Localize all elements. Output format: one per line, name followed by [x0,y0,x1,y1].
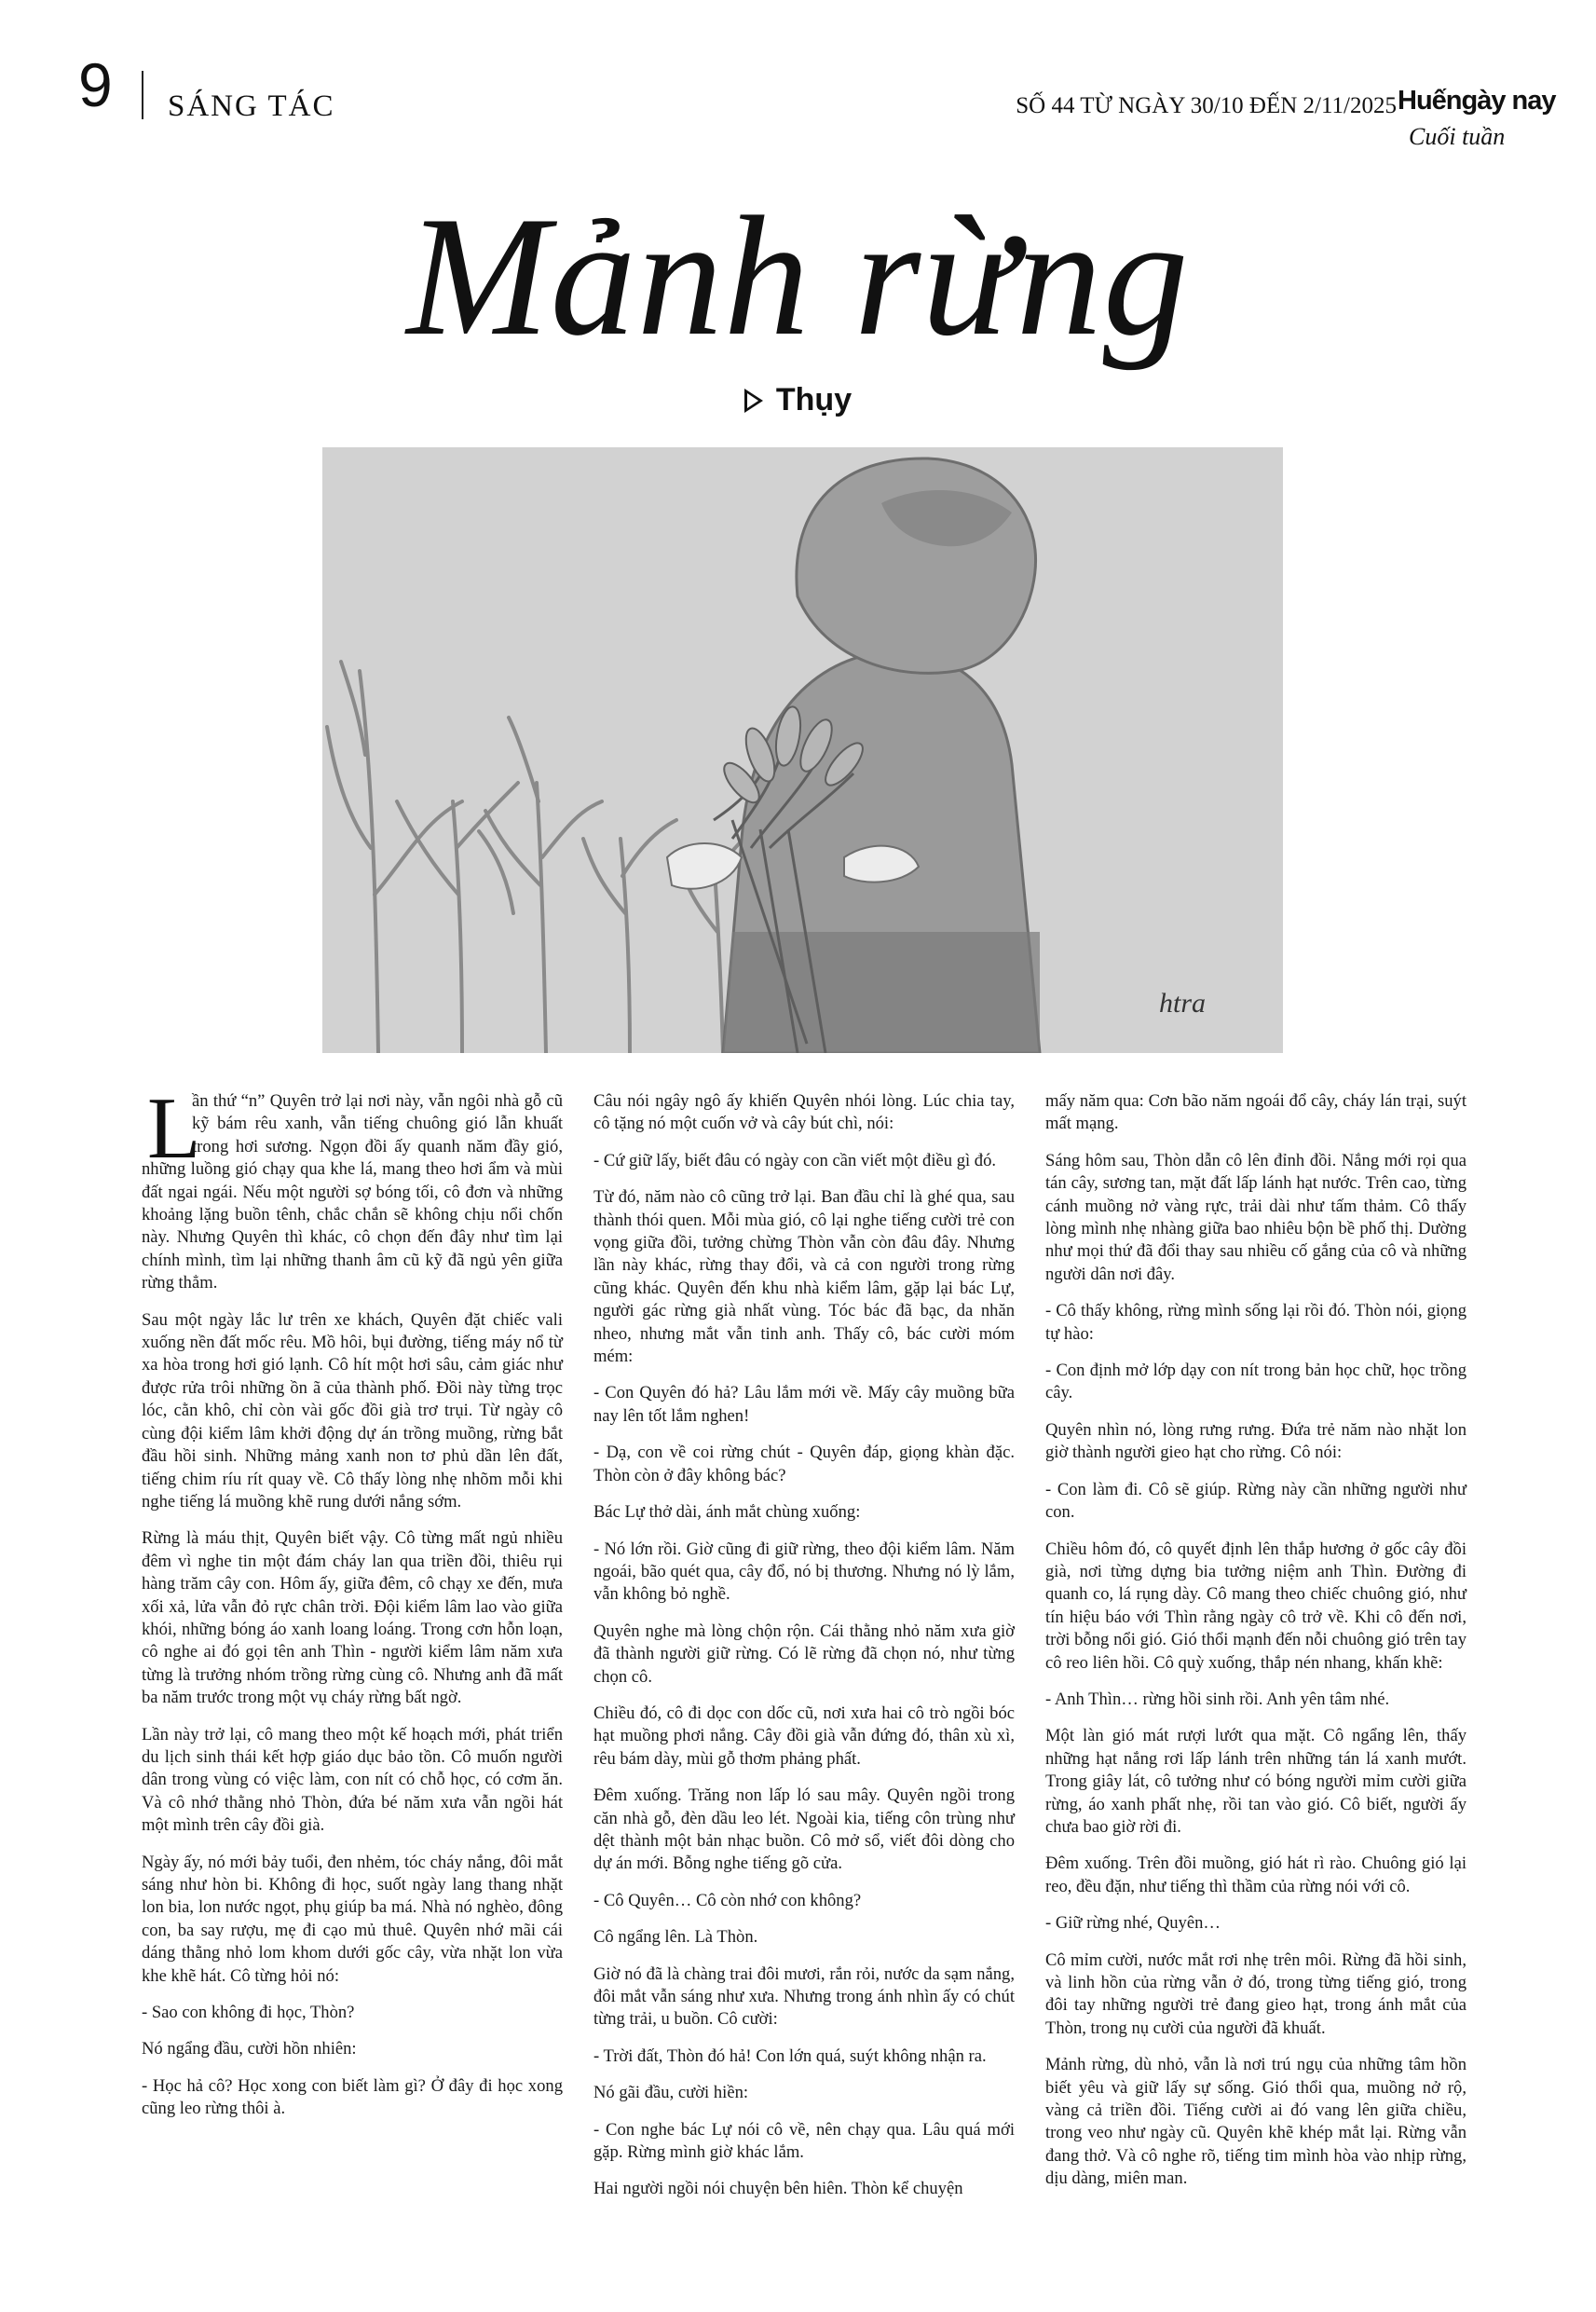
paragraph: - Cô thấy không, rừng mình sống lại rồi đó. Thòn nói, giọng tự hào: [1045,1301,1466,1344]
paragraph: - Cứ giữ lấy, biết đâu có ngày con cần viết một điều gì đó. [593,1150,997,1170]
paragraph: Ngày ấy, nó mới bảy tuổi, đen nhẻm, tóc cháy nắng, đôi mắt sáng như hòn bi. Không đi học, suốt ngày lang thang nhặt lon bia, lon nước ngọt, phụ giúp ba má. Nhà nó nghèo, đông con, ba say rượu, mẹ đi cạo mủ thuê. Quyên nhớ mãi cái dáng thằng nhỏ lom khom dưới gốc cây, vừa nhặt lon vừa khe khẽ hát. Cô từng hỏi nó: [142,1852,563,1986]
text-column-2 [593,1090,1015,2215]
paragraph: Chiều đó, cô đi dọc con dốc cũ, nơi xưa hai cô trò ngồi bóc hạt muồng phơi nắng. Cây đồi già vẫn đứng đó, thân xù xì, rêu bám dày, mùi gỗ thơm phảng phất. [593,1703,1015,1769]
paragraph: Mảnh rừng, dù nhỏ, vẫn là nơi trú ngụ của những tâm hồn biết yêu và giữ lấy sự sống. Gió thổi qua, muồng nở rộ, vàng cả triền đồi. Tiếng cười ai đó vang lên giữa chiều, trong veo như ngày cũ. Quyên khẽ khép mắt lại. Rừng vẫn đang thở. Và cô nghe rõ, tiếng tim mình hòa vào nhịp rừng, dịu dàng, miên man. [1045,2055,1466,2189]
page-number: 9 [78,50,113,119]
paragraph: - Sao con không đi học, Thòn? [142,2003,355,2023]
paragraph: Sáng hôm sau, Thòn dẫn cô lên đỉnh đồi. Nắng mới rọi qua tán cây, sương tan, mặt đất lấp lánh hạt nước. Trên cao, từng cánh muồng nở vàng rực, trải dài như tấm thảm. Cô thấy lòng mình nhẹ nhàng giữa bao nhiêu bộn bề phố thị. Dường như mọi thứ đã đổi thay sau nhiều cố gắng của cô và những người dân nơi đây. [1045,1150,1466,1284]
paragraph: Một làn gió mát rượi lướt qua mặt. Cô ngẩng lên, thấy những hạt nắng rơi lấp lánh trên những tán lá xanh mướt. Trong giây lát, cô tưởng như có bóng người mỉm cười giữa rừng, áo xanh phất nhẹ, rồi tan vào gió. Cô biết, người ấy chưa bao giờ rời đi. [1045,1726,1466,1837]
byline-triangle-icon [744,389,763,413]
paragraph: Lần này trở lại, cô mang theo một kế hoạch mới, phát triển du lịch sinh thái kết hợp giáo dục bảo tồn. Cô muốn người dân trong vùng có việc làm, con nít có chỗ học, có cơm ăn. Và cô nhớ thằng nhỏ Thòn, đứa bé năm xưa vẫn ngồi hát một mình trên cây đồi già. [142,1724,563,1836]
byline [0,382,1596,418]
brand-sub: Cuối tuần [1409,123,1506,150]
paragraph: - Anh Thìn… rừng hồi sinh rồi. Anh yên tâm nhé. [1045,1689,1390,1709]
artist-signature: htra [1159,988,1207,1019]
paragraph: Rừng là máu thịt, Quyên biết vậy. Cô từng mất ngủ nhiều đêm vì nghe tin một đám cháy lan qua triền đồi, thiêu rụi hàng trăm cây con. Hôm ấy, giữa đêm, cô chạy xe đến, mưa xối xả, lửa vẫn đỏ rực chân trời. Đội kiểm lâm lao vào giữa khói, những bóng áo xanh loang loáng. Trong cơn hỗn loạn, cô nghe ai đó gọi tên anh Thìn - người kiểm lâm năm xưa từng là trưởng nhóm trồng rừng cùng cô. Nhưng anh đã mất ba năm trước trong một vụ cháy rừng bất ngờ. [142,1528,563,1708]
section-title: SÁNG TÁC [168,89,335,123]
paragraph: Chiều hôm đó, cô quyết định lên thắp hương ở gốc cây đồi già, nơi từng dựng bia tưởng niệm anh Thìn. Đường đi quanh co, lá rụng dày. Cô mang theo chiếc chuông gió, như tín hiệu báo với Thìn rằng ngày cô trở về. Khi cô đến nơi, trời bỗng nổi gió. Gió thổi mạnh đến nỗi chuông gió trên tay cô reo liên hồi. Cô quỳ xuống, thắp nén nhang, khấn khẽ: [1045,1539,1466,1673]
paragraph: mấy năm qua: Cơn bão năm ngoái đổ cây, cháy lán trại, suýt mất mạng. [1045,1091,1466,1134]
paragraph: - Con nghe bác Lự nói cô về, nên chạy qua. Lâu quá mới gặp. Rừng mình giờ khác lắm. [593,2119,1015,2163]
paragraph: Nó gãi đầu, cười hiền: [593,2083,749,2103]
page-header [0,0,1596,168]
illustration-drawing [322,447,1283,1053]
paragraph: Cô ngẩng lên. Là Thòn. [593,1927,758,1948]
paragraph: Từ đó, năm nào cô cũng trở lại. Ban đầu chỉ là ghé qua, sau thành thói quen. Mỗi mùa gió, cô lại nghe tiếng cười trẻ con vọng giữa đồi, tưởng chừng Thòn vẫn còn đâu đây. Nhưng lần này khác, rừng thay đổi, và cả con người trong rừng cũng khác. Quyên đến khu nhà kiểm lâm, gặp lại bác Lự, người gác rừng già nhất vùng. Tóc bác đã bạc, da nhăn nheo, nhưng mắt vẫn tinh anh. Thấy cô, bác cười móm mém: [593,1187,1015,1367]
paragraph: - Con Quyên đó hả? Lâu lắm mới về. Mấy cây muồng bữa nay lên tốt lắm nghen! [593,1383,1015,1426]
article-title: Mảnh rừng [406,181,1190,371]
paragraph: - Trời đất, Thòn đó hả! Con lớn quá, suýt không nhận ra. [593,2045,987,2066]
paragraph: Cô mỉm cười, nước mắt rơi nhẹ trên môi. Rừng đã hồi sinh, và linh hồn của rừng vẫn ở đó, trong từng tiếng gió, trong đôi tay những người trẻ đang gieo hạt, trong ánh mắt của Thòn, trong nụ cười của người đã khuất. [1045,1949,1466,2038]
paragraph: Quyên nghe mà lòng chộn rộn. Cái thằng nhỏ năm xưa giờ đã thành người giữ rừng. Có lẽ rừng đã chọn nó, như từng chọn cô. [593,1621,1015,1687]
header-divider [142,71,143,119]
paragraph: Giờ nó đã là chàng trai đôi mươi, rắn rỏi, nước da sạm nắng, đôi mắt vẫn sáng như xưa. Nhưng trong ánh nhìn ấy có chút từng trải, u buồn. Cô cười: [593,1963,1015,2030]
article-body [142,1080,1466,2302]
paragraph: Câu nói ngây ngô ấy khiến Quyên nhói lòng. Lúc chia tay, cô tặng nó một cuốn vở và cây bút chì, nói: [593,1091,1015,1134]
paragraph: - Học hả cô? Học xong con biết làm gì? Ở đây đi học xong cũng leo rừng thôi à. [142,2075,563,2119]
paragraph: - Con định mở lớp dạy con nít trong bản học chữ, học trồng cây. [1045,1361,1466,1403]
text-column-3 [1045,1090,1466,2205]
paragraph: ần thứ “n” Quyên trở lại nơi này, vẫn ngôi nhà gỗ cũ kỹ bám rêu xanh, vẫn tiếng chuông gió lẫn khuất trong hơi sương. Ngọn đồi ấy quanh năm đầy gió, những luồng gió chạy qua khe lá, mang theo hơi ẩm và mùi đất ngai ngái. Nếu một người sợ bóng tối, cô đơn và những khoảng lặng buồn tênh, chắc chắn sẽ không chịu nổi chốn này. Nhưng Quyên thì khác, cô chọn đến đây như tìm lại chính mình, tìm lại những thanh âm cũ kỹ đã ngủ yên giữa rừng thẳm. [142,1091,563,1293]
paragraph: Quyên nhìn nó, lòng rưng rưng. Đứa trẻ năm nào nhặt lon giờ thành người gieo hạt cho rừng. Cô nói: [1045,1419,1466,1463]
author-name: Thụy [775,382,853,417]
drop-cap: L [147,1080,201,1177]
brand-logo [1398,86,1556,170]
paragraph: - Nó lớn rồi. Giờ cũng đi giữ rừng, theo đội kiểm lâm. Năm ngoái, bão quét qua, cây đổ, nó bị thương. Nhưng nó lỳ lắm, vẫn không bỏ nghề. [593,1539,1015,1605]
paragraph: - Con làm đi. Cô sẽ giúp. Rừng này cần những người như con. [1045,1479,1466,1523]
paragraph: - Giữ rừng nhé, Quyên… [1045,1913,1221,1934]
paragraph: Đêm xuống. Trên đồi muồng, gió hát rì rào. Chuông gió lại reo, đều đặn, như tiếng thì thầm của rừng nói với cô. [1045,1854,1466,1896]
paragraph: Đêm xuống. Trăng non lấp ló sau mây. Quyên ngồi trong căn nhà gỗ, đèn dầu leo lét. Ngoài kia, tiếng côn trùng như dệt thành một bản nhạc buồn. Cô mở sổ, viết đôi dòng cho dự án mới. Bỗng nghe tiếng gõ cửa. [593,1785,1015,1874]
paragraph: Hai người ngồi nói chuyện bên hiên. Thòn kể chuyện [593,2179,963,2199]
paragraph: Sau một ngày lắc lư trên xe khách, Quyên đặt chiếc vali xuống nền đất mốc rêu. Mồ hôi, bụi đường, tiếng máy nổ từ xa hòa trong hơi gió lạnh. Cô hít một hơi sâu, cảm giác như được rửa trôi những ồn ã của thành phố. Đồi này từng trọc lóc, cằn khô, chỉ còn vài gốc đồi già trơ trụi. Từ ngày cô cùng đội kiểm lâm khởi động dự án trồng muồng, rừng bắt đầu hồi sinh. Những mảng xanh non tơ phủ dần lên đất, tiếng chim ríu rít quay về. Cô thấy lòng nhẹ nhõm mỗi khi nghe tiếng lá muồng khẽ rung dưới nắng sớm. [142,1309,563,1512]
issue-info: SỐ 44 TỪ NGÀY 30/10 ĐẾN 2/11/2025 [1016,93,1397,118]
paragraph: Nó ngẩng đầu, cười hồn nhiên: [142,2039,357,2059]
paragraph: Bác Lự thở dài, ánh mắt chùng xuống: [593,1502,861,1523]
text-column-1 [142,1080,563,2135]
paragraph: - Dạ, con về coi rừng chút - Quyên đáp, giọng khàn đặc. Thòn còn ở đây không bác? [593,1443,1015,1485]
brand-name: Huếngày nay [1398,86,1556,116]
paragraph: - Cô Quyên… Cô còn nhớ con không? [593,1890,862,1910]
article-illustration [322,447,1283,1053]
